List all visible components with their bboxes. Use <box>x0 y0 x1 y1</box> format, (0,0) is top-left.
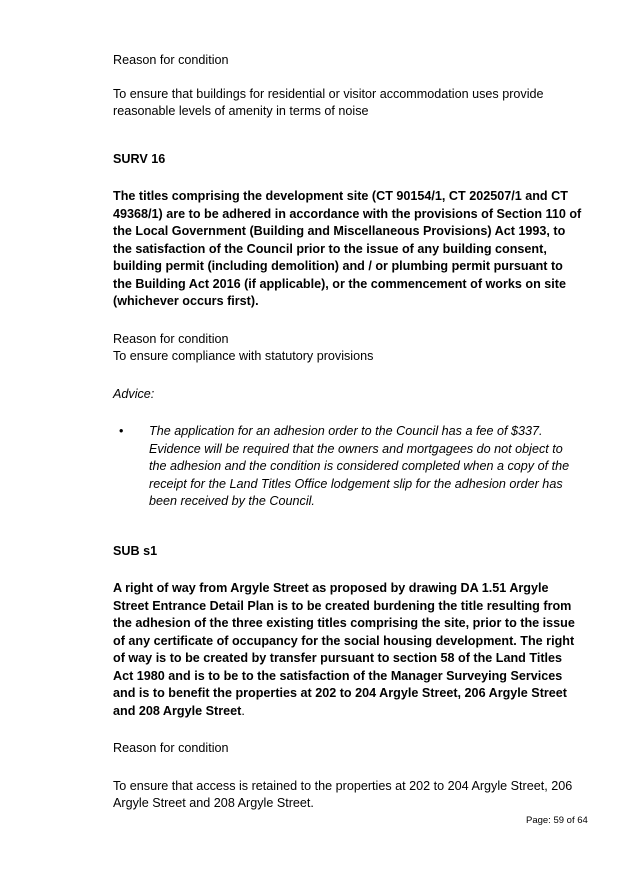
reason-text: To ensure that buildings for residential or visitor accommodation uses provide reasonable levels of amenity in terms of noise <box>113 86 544 118</box>
reason-heading: Reason for condition <box>113 741 229 755</box>
bullet-icon: • <box>119 424 124 438</box>
condition-heading-subs1: SUB s1 <box>113 543 158 558</box>
advice-text: The application for an adhesion order to the Council has a fee of $337. Evidence will be required that the owners and mortgagees do not object to the adhesion and the condition is considered completed when a copy of the receipt for the Land Titles Office lodgement slip for the adhesion order has been received by the Council. <box>149 424 570 508</box>
page-content <box>113 52 583 813</box>
condition-text-subs1 <box>113 580 583 720</box>
condition-text-bold: A right of way from Argyle Street as proposed by drawing DA 1.51 Argyle Street Entrance Detail Plan is to be created burdening the title resulting from the adhesion of the three existing titles comprising the site, prior to the issue of any certificate of occupancy for the social housing development. The right of way is to be created by transfer pursuant to section 58 of the Land Titles Act 1980 and is to be to the satisfaction of the Manager Surveying Services and is to benefit the properties at 202 to 204 Argyle Street, 206 Argyle Street and 208 Argyle Street <box>113 581 575 718</box>
advice-label: Advice: <box>113 386 155 401</box>
reason-text: To ensure compliance with statutory provisions <box>113 349 374 363</box>
reason-heading: Reason for condition <box>113 53 229 67</box>
advice-list-item <box>113 423 583 511</box>
page-number-footer: Page: 59 of 64 <box>526 815 588 826</box>
reason-heading: Reason for condition <box>113 331 229 346</box>
condition-text-surv16: The titles comprising the development site (CT 90154/1, CT 202507/1 and CT 49368/1) are to be adhered in accordance with the provisions of Section 110 of the Local Government (Building and Miscellaneous Provisions) Act 1993, to the satisfaction of the Council prior to the issue of any building consent, building permit (including demolition) and / or plumbing permit pursuant to the Building Act 2016 (if applicable), or the commencement of works on site (whichever occurs first). <box>113 189 582 308</box>
condition-text-tail: . <box>241 703 245 718</box>
condition-heading-surv16: SURV 16 <box>113 151 166 166</box>
reason-text: To ensure that access is retained to the properties at 202 to 204 Argyle Street, 206 Argyle Street and 208 Argyle Street. <box>113 778 573 810</box>
